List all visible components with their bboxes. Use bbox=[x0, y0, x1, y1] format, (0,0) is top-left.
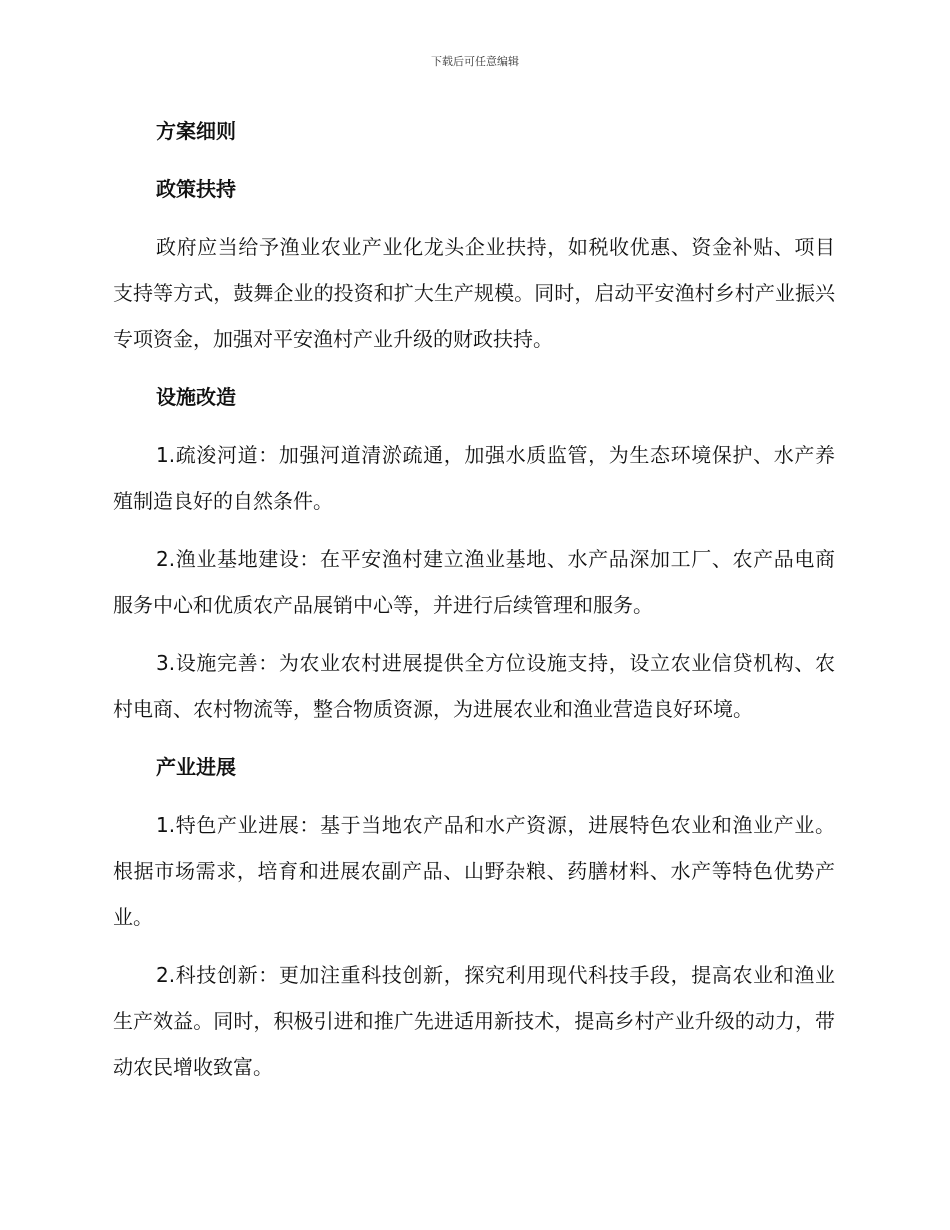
facilities-paragraph-1: 1.疏浚河道：加强河道清淤疏通，加强水质监管，为生态环境保护、水产养殖制造良好的自然条件。 bbox=[113, 443, 835, 513]
industry-heading: 产业进展 bbox=[156, 755, 236, 779]
section-title: 方案细则 bbox=[156, 119, 236, 143]
industry-paragraph-2: 2.科技创新：更加注重科技创新，探究利用现代科技手段，提高农业和渔业生产效益。同时，积极引进和推广先进适用新技术，提高乡村产业升级的动力，带动农民增收致富。 bbox=[113, 963, 835, 1079]
industry-paragraph-1: 1.特色产业进展：基于当地农产品和水产资源，进展特色农业和渔业产业。根据市场需求，培育和进展农副产品、山野杂粮、药膳材料、水产等特色优势产业。 bbox=[113, 813, 835, 929]
policy-heading: 政策扶持 bbox=[156, 177, 236, 201]
facilities-paragraph-2: 2.渔业基地建设：在平安渔村建立渔业基地、水产品深加工厂、农产品电商服务中心和优质农产品展销中心等，并进行后续管理和服务。 bbox=[113, 547, 835, 617]
facilities-heading: 设施改造 bbox=[156, 385, 236, 409]
policy-paragraph: 政府应当给予渔业农业产业化龙头企业扶持，如税收优惠、资金补贴、项目支持等方式，鼓舞企业的投资和扩大生产规模。同时，启动平安渔村乡村产业振兴专项资金，加强对平安渔村产业升级的财政扶持。 bbox=[113, 235, 835, 351]
facilities-paragraph-3: 3.设施完善：为农业农村进展提供全方位设施支持，设立农业信贷机构、农村电商、农村物流等，整合物质资源，为进展农业和渔业营造良好环境。 bbox=[113, 651, 835, 721]
page-header-note: 下载后可任意编辑 bbox=[431, 55, 519, 68]
document-body bbox=[113, 108, 835, 1102]
